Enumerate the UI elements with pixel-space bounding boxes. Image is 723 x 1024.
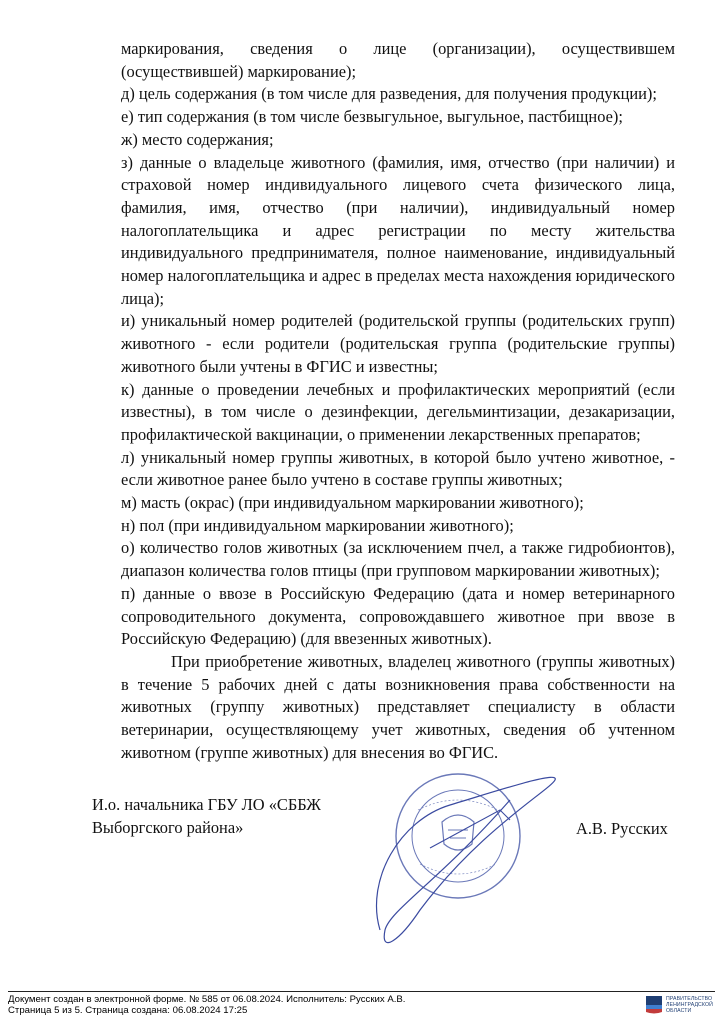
footer-document-info: Документ создан в электронной форме. № 585 от 06.08.2024. Исполнитель: Русских А.В. bbox=[8, 994, 406, 1005]
list-item-z: з) данные о владельце животного (фамилия, имя, отчество (при наличии) и страховой номер индивидуального лицевого счета физического лица, фамилия, имя, отчество (при наличии), индивидуальный номер налогоплательщика и адрес регистрации по месту жительства индивидуального предпринимателя, полное наименование, индивидуальный номер налогоплательщика и адрес в пределах места нахождения юридического лица); bbox=[121, 152, 675, 308]
list-item-i: и) уникальный номер родителей (родительской группы (родительских групп) животного - если родители (родительская группа (родительские группы) животного были учтены в ФГИС и известны; bbox=[121, 311, 675, 376]
handwritten-signature bbox=[376, 777, 555, 942]
list-item-p: п) данные о ввозе в Российскую Федерацию (дата и номер ветеринарного сопроводительного документа, сопровождавшего животное при ввозе в Российскую Федерацию) (для ввезенных животных). bbox=[121, 583, 675, 649]
government-logo bbox=[646, 995, 718, 1019]
list-item-e: е) тип содержания (в том числе безвыгульное, выгульное, пастбищное); bbox=[121, 107, 623, 127]
list-item-l: л) уникальный номер группы животных, в которой было учтено животное, - если животное ранее было учтено в составе группы животных; bbox=[121, 447, 675, 490]
text-paragraph: маркирования, сведения о лице (организации), осуществившем (осуществившей) маркирование); bbox=[121, 39, 675, 81]
signatory-position bbox=[92, 794, 321, 839]
coat-of-arms-icon bbox=[646, 996, 662, 1014]
government-name: ПРАВИТЕЛЬСТВО ЛЕНИНГРАДСКОЙ ОБЛАСТИ bbox=[666, 996, 713, 1015]
signatory-position-line1: И.о. начальника ГБУ ЛО «СББЖ bbox=[92, 795, 321, 814]
list-item-m: м) масть (окрас) (при индивидуальном маркировании животного); bbox=[121, 493, 584, 513]
footer-meta bbox=[8, 994, 405, 1016]
list-item-k: к) данные о проведении лечебных и профилактических мероприятий (если известны), в том числе о дезинфекции, дегельминтизации, дезакаризации, профилактической вакцинации, о применении лекарственных препаратов; bbox=[121, 379, 675, 444]
footer-divider bbox=[8, 991, 715, 992]
seal-inner-ring bbox=[412, 790, 504, 882]
footer-page-info: Страница 5 из 5. Страница создана: 06.08.2024 17:25 bbox=[8, 1005, 248, 1016]
signatory-position-line2: Выборгского района» bbox=[92, 817, 244, 837]
seal-outer-ring bbox=[396, 774, 520, 898]
document-body bbox=[121, 38, 675, 765]
list-item-zh: ж) место содержания; bbox=[121, 129, 274, 149]
signatory-name: А.В. Русских bbox=[576, 819, 668, 838]
closing-paragraph: При приобретение животных, владелец животного (группы животных) в течение 5 рабочих дней с даты возникновения права собственности на животных (группу животных) представляет специалисту в области ветеринарии, осуществляющему учет животных, сведения об учтенном животном (группе животных) для внесения во ФГИС. bbox=[121, 651, 675, 762]
list-item-d: д) цель содержания (в том числе для разведения, для получения продукции); bbox=[121, 84, 657, 104]
list-item-o: о) количество голов животных (за исключением пчел, а также гидробионтов), диапазон количества голов птицы (при групповом маркировании животных); bbox=[121, 538, 675, 581]
official-seal-stamp bbox=[360, 760, 570, 960]
list-item-n: н) пол (при индивидуальном маркировании животного); bbox=[121, 515, 514, 535]
